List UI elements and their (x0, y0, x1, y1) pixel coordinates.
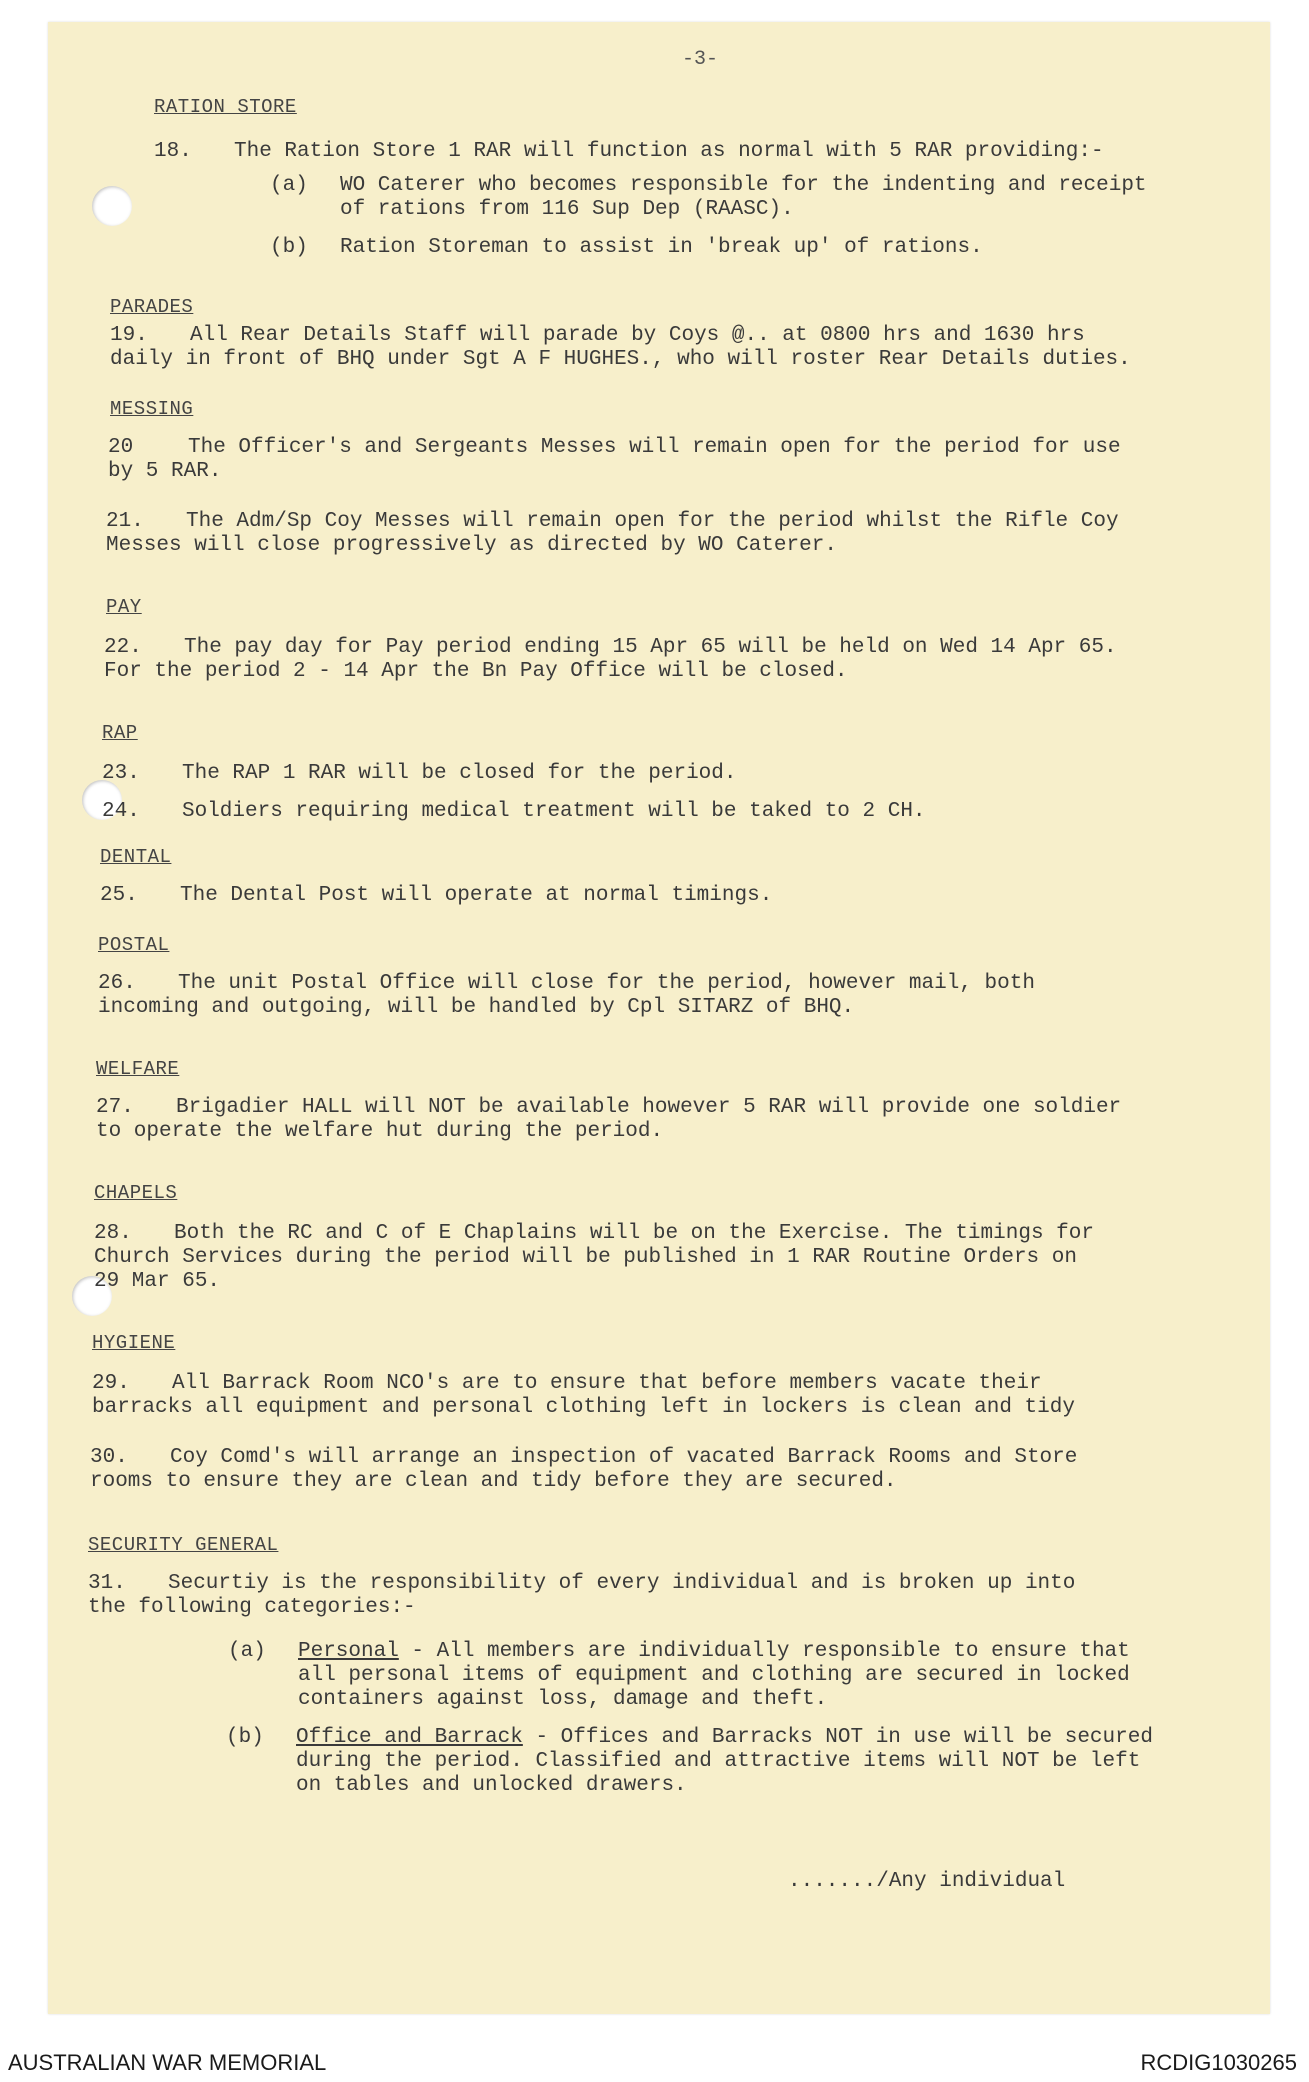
para-line: Messes will close progressively as directed by WO Caterer. (106, 534, 837, 557)
para-31 (88, 1572, 1075, 1620)
para-line: All Rear Details Staff will parade by Coys @.. at 0800 hrs and 1630 hrs (190, 324, 1085, 347)
para-number: 19. (110, 324, 148, 347)
subpara-line-text: - All members are individually responsible to ensure that (398, 1640, 1130, 1663)
para-line: The pay day for Pay period ending 15 Apr 65 will be held on Wed 14 Apr 65. (184, 636, 1117, 659)
para-line: the following categories:- (88, 1596, 416, 1619)
subpara-label: (a) (270, 174, 308, 197)
para-line: For the period 2 - 14 Apr the Bn Pay Office will be closed. (104, 660, 848, 683)
subpara-label: (b) (270, 236, 308, 259)
para-text: The Dental Post will operate at normal timings. (180, 884, 773, 907)
continuation-note: ......./Any individual (788, 1870, 1066, 1893)
heading-pay: PAY (106, 596, 142, 618)
footer-reference-id: RCDIG1030265 (1140, 2050, 1297, 2075)
para-line: The unit Postal Office will close for the period, however mail, both (178, 972, 1035, 995)
para-line: 29 Mar 65. (94, 1270, 221, 1293)
para-number: 26. (98, 972, 136, 995)
para-25 (100, 884, 772, 908)
para-line: The Adm/Sp Coy Messes will remain open for the period whilst the Rifle Coy (186, 510, 1119, 533)
para-24 (102, 800, 926, 824)
para-number: 29. (92, 1372, 130, 1395)
para-line: Church Services during the period will be published in 1 RAR Routine Orders on (94, 1246, 1077, 1269)
subpara-label: (b) (226, 1726, 264, 1749)
heading-parades: PARADES (110, 296, 194, 318)
subpara-line (298, 1640, 1130, 1664)
para-26 (98, 972, 1035, 1020)
para-21 (106, 510, 1119, 558)
para-20 (108, 436, 1121, 484)
para-number: 30. (90, 1446, 128, 1469)
para-line: All Barrack Room NCO's are to ensure that before members vacate their (172, 1372, 1042, 1395)
para-27 (96, 1096, 1121, 1144)
para-line: Coy Comd's will arrange an inspection of vacated Barrack Rooms and Store (170, 1446, 1078, 1469)
para-19 (110, 324, 1131, 372)
para-line: incoming and outgoing, will be handled by Cpl SITARZ of BHQ. (98, 996, 855, 1019)
para-number: 22. (104, 636, 142, 659)
subpara-line: all personal items of equipment and clothing are secured in locked (298, 1664, 1130, 1687)
para-30 (90, 1446, 1077, 1494)
heading-postal: POSTAL (98, 934, 170, 956)
heading-security-general: SECURITY GENERAL (88, 1534, 279, 1556)
para-22 (104, 636, 1117, 684)
para-number: 31. (88, 1572, 126, 1595)
heading-messing: MESSING (110, 398, 194, 420)
subpara-title: Personal (298, 1640, 399, 1663)
page-number: -3- (682, 48, 719, 71)
subpara-31b (226, 1726, 1226, 1802)
para-line: daily in front of BHQ under Sgt A F HUGHES., who will roster Rear Details duties. (110, 348, 1131, 371)
para-line: by 5 RAR. (108, 460, 222, 483)
para-23 (102, 762, 737, 786)
footer-source: AUSTRALIAN WAR MEMORIAL (8, 2050, 327, 2075)
subpara-line (296, 1726, 1153, 1750)
heading-rap: RAP (102, 722, 138, 744)
subpara-18a (270, 174, 1230, 224)
para-number: 28. (94, 1222, 132, 1245)
para-line: Brigadier HALL will NOT be available however 5 RAR will provide one soldier (176, 1096, 1122, 1119)
para-number: 20 (108, 436, 134, 459)
para-line: The Officer's and Sergeants Messes will remain open for the period for use (188, 436, 1121, 459)
heading-chapels: CHAPELS (94, 1182, 178, 1204)
para-line: Securtiy is the responsibility of every individual and is broken up into (168, 1572, 1076, 1595)
para-text: Soldiers requiring medical treatment will be taked to 2 CH. (182, 800, 926, 823)
para-number: 23. (102, 762, 140, 785)
heading-dental: DENTAL (100, 846, 172, 868)
subpara-line: containers against loss, damage and theft. (298, 1688, 828, 1711)
subpara-title: Office and Barrack (296, 1726, 523, 1749)
subpara-line: during the period. Classified and attractive items will NOT be left (296, 1750, 1141, 1773)
para-line: barracks all equipment and personal clothing left in lockers is clean and tidy (92, 1396, 1075, 1419)
para-number: 27. (96, 1096, 134, 1119)
subpara-line: Ration Storeman to assist in 'break up' of rations. (340, 236, 983, 259)
subpara-line: of rations from 116 Sup Dep (RAASC). (340, 198, 794, 221)
heading-hygiene: HYGIENE (92, 1332, 176, 1354)
document-body (48, 22, 1270, 2014)
subpara-31a (228, 1640, 1228, 1716)
subpara-line-text: - Offices and Barracks NOT in use will be secured (522, 1726, 1153, 1749)
document-page (48, 22, 1270, 2014)
para-28 (94, 1222, 1094, 1294)
para-text: The RAP 1 RAR will be closed for the period. (182, 762, 737, 785)
subpara-18b (270, 236, 1230, 262)
subpara-label: (a) (228, 1640, 266, 1663)
para-line: rooms to ensure they are clean and tidy before they are secured. (90, 1470, 897, 1493)
para-29 (92, 1372, 1075, 1420)
para-line: to operate the welfare hut during the period. (96, 1120, 664, 1143)
para-number: 18. (154, 140, 192, 163)
heading-welfare: WELFARE (96, 1058, 180, 1080)
para-18 (154, 140, 1104, 164)
para-number: 24. (102, 800, 140, 823)
para-text: The Ration Store 1 RAR will function as normal with 5 RAR providing:- (234, 140, 1104, 163)
subpara-line: on tables and unlocked drawers. (296, 1774, 687, 1797)
para-line: Both the RC and C of E Chaplains will be on the Exercise. The timings for (174, 1222, 1094, 1245)
subpara-line: WO Caterer who becomes responsible for the indenting and receipt (340, 174, 1147, 197)
para-number: 21. (106, 510, 144, 533)
heading-ration-store: RATION STORE (154, 96, 297, 118)
para-number: 25. (100, 884, 138, 907)
